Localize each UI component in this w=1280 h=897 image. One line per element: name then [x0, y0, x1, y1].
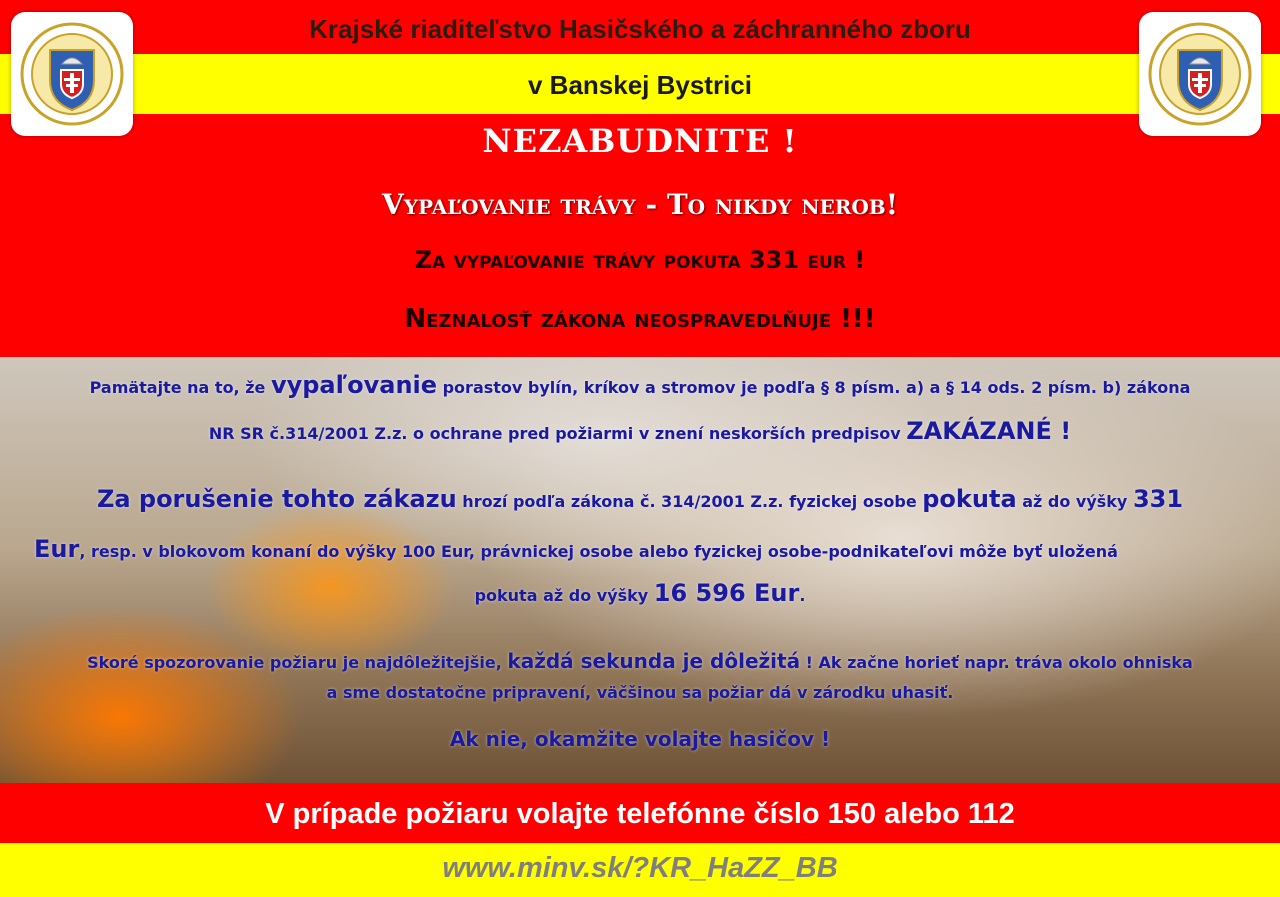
text-fragment: pokuta až do výšky: [474, 586, 654, 605]
headline-pokuta: Za vypaľovanie trávy pokuta 331 eur !: [414, 246, 866, 274]
header-title: Krajské riaditeľstvo Hasičského a záchranného zboru: [309, 14, 971, 44]
fire-rescue-emblem-icon: [17, 18, 127, 130]
text-fragment: porastov bylín, kríkov a stromov je podľa § 8 písm. a) a § 14 ods. 2 písm. b) zákona: [437, 378, 1191, 397]
text-fragment: NR SR č.314/2001 Z.z. o ochrane pred požiarmi v znení neskorších predpisov: [208, 424, 907, 443]
text-fragment: Skoré spozorovanie požiaru je najdôležitejšie,: [87, 653, 508, 672]
text-emphasis: každá sekunda je dôležitá: [507, 649, 801, 673]
website-url[interactable]: www.minv.sk/?KR_HaZZ_BB: [442, 852, 838, 884]
emblem-right: [1139, 12, 1261, 136]
headline-nezabudnite: NEZABUDNITE !: [482, 122, 798, 160]
headline-neznalost: Neznalosť zákona neospravedlňuje !!!: [404, 304, 876, 334]
header-subtitle: v Banskej Bystrici: [527, 70, 752, 100]
paragraph-line-7: a sme dostatočne pripravení, väčšinou sa požiar dá v zárodku uhasiť.: [326, 683, 954, 702]
fire-rescue-emblem-icon: [1145, 18, 1255, 130]
headline-vypalovanie: Vypaľovanie trávy - To nikdy nerob!: [382, 188, 898, 221]
text-fragment: Pamätajte na to, že: [89, 378, 271, 397]
text-fragment: , resp. v blokovom konaní do výšky 100 Eur, právnickej osobe alebo fyzickej osobe-podnikateľovi môže byť uložená: [79, 542, 1118, 561]
paragraph-line-2: [0, 417, 1280, 445]
emblem-left: [11, 12, 133, 136]
paragraph-line-1: [0, 371, 1280, 399]
paragraph-line-4: [0, 535, 1280, 563]
burning-grass-photo: [0, 357, 1280, 783]
text-fragment: ! Ak začne horieť napr. tráva okolo ohniska: [800, 653, 1193, 672]
emergency-phone-text: V prípade požiaru volajte telefónne číslo 150 alebo 112: [265, 798, 1015, 830]
text-emphasis: Eur: [34, 535, 80, 563]
paragraph-line-8: Ak nie, okamžite volajte hasičov !: [449, 727, 831, 751]
text-fragment: .: [799, 586, 806, 605]
paragraph-line-3: [0, 485, 1280, 513]
text-emphasis: Za porušenie tohto zákazu: [96, 485, 457, 513]
text-emphasis: vypaľovanie: [270, 371, 438, 399]
text-fragment: až do výšky: [1016, 492, 1133, 511]
text-fragment: hrozí podľa zákona č. 314/2001 Z.z. fyzickej osobe: [456, 492, 923, 511]
text-emphasis: 331: [1132, 485, 1184, 513]
paragraph-line-6: [0, 649, 1280, 673]
text-emphasis: 16 596 Eur: [653, 579, 800, 607]
text-emphasis: pokuta: [922, 485, 1017, 513]
paragraph-line-5: [0, 579, 1280, 607]
text-emphasis: ZAKÁZANÉ !: [906, 417, 1072, 445]
